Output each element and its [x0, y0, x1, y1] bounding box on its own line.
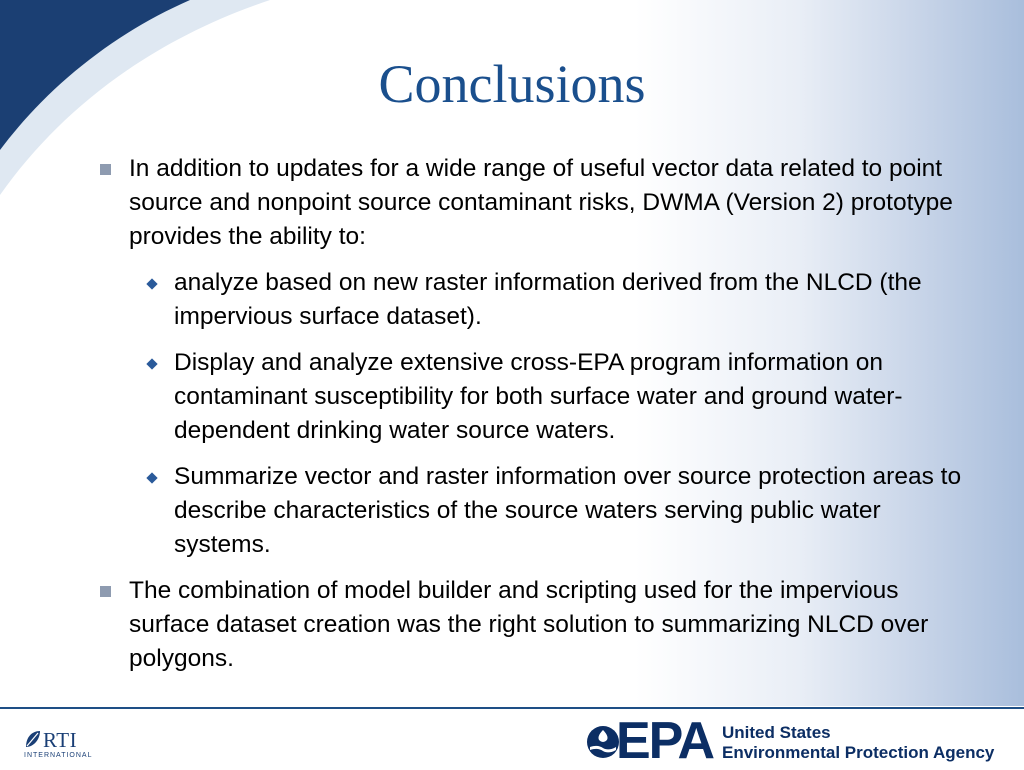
bullet-text: The combination of model builder and scripting used for the impervious surface dataset creation was the right solution to summarizing NLCD over polygons. — [129, 577, 929, 672]
rti-logo — [24, 729, 94, 763]
square-bullet-icon — [100, 164, 111, 175]
sub-bullet-item — [100, 460, 980, 562]
diamond-bullet-icon — [146, 472, 157, 483]
slide-footer — [0, 709, 1024, 768]
sub-bullet-item — [100, 266, 980, 334]
rti-logo-subtitle: INTERNATIONAL — [24, 752, 93, 759]
epa-agency-name — [722, 723, 994, 763]
diamond-bullet-icon — [146, 278, 157, 289]
rti-leaf-icon — [24, 729, 42, 749]
epa-flower-seal-icon — [586, 725, 620, 759]
rti-logo-text: RTI — [43, 728, 78, 752]
sub-bullet-item — [100, 346, 980, 448]
epa-name-line2: Environmental Protection Agency — [722, 743, 995, 762]
epa-logo — [586, 712, 1006, 770]
slide-title: Conclusions — [378, 54, 646, 114]
sub-bullet-text: Summarize vector and raster information over source protection areas to describe characteristics of the source waters serving public water systems. — [174, 463, 962, 558]
sub-bullet-text: analyze based on new raster information derived from the NLCD (the impervious surface dataset). — [174, 269, 922, 330]
sub-bullet-text: Display and analyze extensive cross-EPA program information on contaminant susceptibility for both surface water and ground water-dependent drinking water source waters. — [174, 349, 903, 444]
bullet-text: In addition to updates for a wide range of useful vector data related to point source and nonpoint source contaminant risks, DWMA (Version 2) prototype provides the ability to: — [129, 155, 953, 250]
square-bullet-icon — [100, 586, 111, 597]
bullet-item — [100, 574, 980, 676]
bullet-item — [100, 152, 980, 254]
slide-content — [100, 152, 980, 688]
epa-logo-letters: EPA — [616, 712, 714, 770]
epa-name-line1: United States — [722, 723, 831, 742]
diamond-bullet-icon — [146, 358, 157, 369]
